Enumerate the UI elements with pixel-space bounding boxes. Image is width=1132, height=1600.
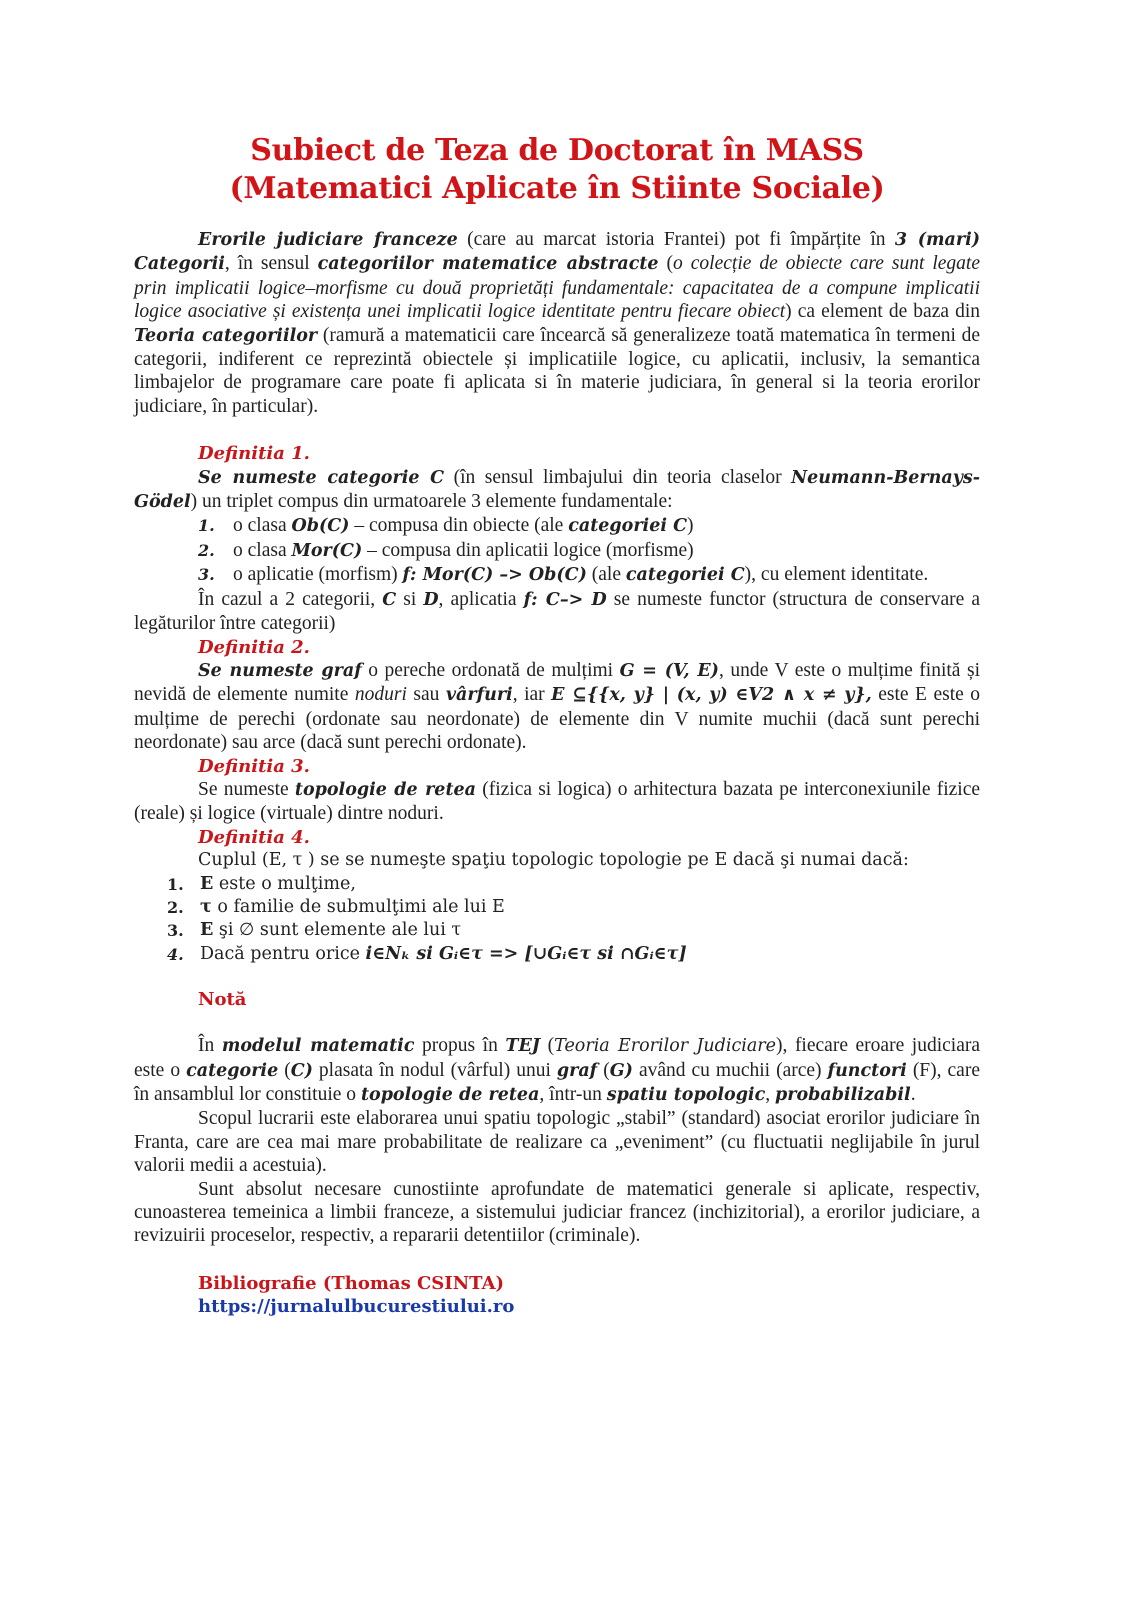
term: categoriei C: [625, 565, 745, 586]
text-run: (: [540, 1035, 555, 1057]
text-run: o familie de submulţimi ale lui E: [211, 896, 505, 917]
text-run: (ale: [586, 564, 626, 586]
text-run: Dacă pentru orice: [200, 943, 366, 964]
term: modelul matematic: [221, 1036, 415, 1057]
list-item: [134, 896, 980, 919]
term: Mor(C): [291, 540, 363, 561]
term: f: Mor(C) –> Ob(C): [402, 565, 587, 586]
text-run: (: [597, 1059, 610, 1081]
definition-1-list: [134, 514, 980, 587]
text-run: (F), care în ansamblul lor constituie o: [134, 1059, 980, 1105]
term: Se numeste graf: [198, 660, 362, 681]
text-run: (care au marcat istoria Frantei) pot fi împărțite în: [457, 229, 895, 250]
definition-4-list: [134, 873, 980, 967]
definition-2-text: [134, 659, 980, 755]
list-number: 2.: [167, 897, 184, 917]
list-item: [134, 873, 980, 896]
term: G = (V, E): [619, 660, 719, 681]
list-item: [134, 919, 980, 942]
term: G): [609, 1060, 633, 1081]
text-run: o aplicatie (morfism): [233, 564, 403, 586]
text-run: sau: [406, 684, 446, 706]
definition-3-heading: Definitia 3.: [198, 755, 310, 777]
text-run: plasata în nodul (vârful) unui: [312, 1059, 557, 1081]
text-run: şi ∅ sunt elemente ale lui τ: [213, 920, 462, 941]
definition-4: [134, 826, 980, 966]
definition-2-heading: Definitia 2.: [198, 636, 310, 658]
note-heading: Notă: [198, 989, 247, 1011]
definition-2: [134, 636, 980, 755]
term: functori: [827, 1060, 907, 1081]
text-run: o clasa: [233, 539, 292, 561]
text-run: ) un triplet compus din urmatoarele 3 elemente fundamentale:: [190, 491, 673, 513]
list-number: 4.: [167, 944, 184, 964]
text-run: (: [278, 1059, 291, 1081]
term: D: [423, 589, 439, 610]
text-run: (în sensul limbajului din teoria claselor: [444, 466, 792, 488]
term: f: C–> D: [523, 589, 607, 610]
term: spatiu topologic: [606, 1085, 766, 1105]
text-run: ) ca element de baza din: [785, 301, 980, 323]
text-run: este E este o mulțime de perechi (ordonate sau neordonate) de elemente din V numite muchii (dacă sunt perechi neordonate) sau arce (dacă sunt perechi ordonate).: [134, 684, 980, 754]
term: E: [200, 873, 214, 894]
definition-4-intro: Cuplul (E, τ ) se se numeşte spaţiu topologic topologie pe E dacă şi numai dacă:: [198, 850, 909, 871]
term: TEJ: [505, 1036, 541, 1057]
formula: E ⊆{{x, y} | (x, y) ∈V2 ∧ x ≠ y},: [551, 685, 872, 706]
bibliography-link[interactable]: https://jurnalulbucurestiului.ro: [198, 1295, 515, 1317]
text-run: o clasa: [233, 515, 292, 537]
intro-definition-italic: o colecție de obiecte care sunt legate prin implicatii logice–morfisme cu două proprietăți fundamentale: capacitatea de a compune implicatii logice asociative și existența unei implicatii logice identitate pentru fiecare obiect: [134, 253, 981, 323]
intro-term: Teoria categoriilor: [134, 325, 318, 346]
term: Ob(C): [291, 516, 350, 537]
intro-term: 3 (mari) Categorii: [134, 230, 980, 275]
definition-4-heading: Definitia 4.: [198, 826, 310, 848]
list-item: [134, 943, 980, 966]
text-run: si: [396, 588, 424, 610]
term: Neumann-Bernays-Gödel: [134, 467, 980, 513]
text-run: În cazul a 2 categorii,: [198, 588, 383, 610]
term: topologie de retea: [360, 1085, 540, 1105]
text-run: (: [658, 253, 674, 275]
term: τ: [200, 896, 212, 917]
term: topologie de retea: [294, 779, 477, 800]
list-number: 3.: [167, 921, 184, 941]
text-run: (fizica si logica) o arhitectura bazata pe interconexiunile fizice (reale) și logice (virtuale) dintre noduri.: [134, 778, 981, 825]
text-run: , într-un: [539, 1084, 607, 1105]
definition-3: [134, 755, 980, 826]
term: E: [200, 920, 214, 941]
intro-term: categoriilor matematice abstracte: [317, 254, 659, 275]
definition-1-text: [134, 466, 980, 515]
formula: i∈Nₖ si Gᵢ∈τ => [∪Gᵢ∈τ si ∩Gᵢ∈τ]: [365, 943, 687, 964]
note-paragraph-1: [134, 1034, 980, 1107]
note-paragraph-3: Sunt absolut necesare cunostiinte aprofundate de matematici generale si aplicate, respectiv, cunoasterea temeinica a limbii franceze, a sistemului judiciar francez (inchizitorial), a erorilor judiciare, a revizuirii proceselor, respectiv, a repararii detentiilor (criminale).: [134, 1178, 980, 1247]
definition-1: [134, 442, 980, 635]
italic-term: Teoria Erorilor Judiciare: [554, 1036, 777, 1057]
term: categorie: [186, 1060, 279, 1081]
text-run: – compusa din obiecte (ale: [349, 515, 569, 537]
list-number: 3.: [198, 565, 215, 585]
note-section: [134, 988, 980, 1248]
term: C: [382, 589, 397, 610]
text-run: , iar: [512, 684, 552, 706]
title-line-1: Subiect de Teza de Doctorat în MASS: [250, 133, 864, 168]
functor-paragraph: [134, 588, 980, 636]
text-run: .: [910, 1084, 916, 1105]
text-run: având cu muchii (arce): [632, 1059, 828, 1081]
term: graf: [556, 1060, 598, 1081]
text-run: , unde V este o mulțime finită și nevidă de elemente numite: [134, 659, 980, 706]
text-run: o pereche ordonată de mulțimi: [361, 659, 620, 681]
term: categoriei C: [568, 516, 688, 537]
document-title: [134, 132, 980, 208]
note-paragraph-2: Scopul lucrarii este elaborarea unui spatiu topologic „stabil” (standard) asociat erorilor judiciare în Franta, care are cea mai mare probabilitate de realizare ca „eveniment” (cu fluctuatii neglijabile în jurul valorii medii a acestuia).: [134, 1108, 980, 1177]
list-number: 1.: [198, 516, 215, 536]
text-run: ): [687, 515, 694, 537]
term: Se numeste categorie C: [198, 467, 445, 488]
definition-1-heading: Definitia 1.: [198, 443, 310, 465]
definition-3-text: [134, 778, 980, 826]
document-page: [134, 132, 980, 1318]
text-run: ), fiecare eroare judiciara este o: [134, 1035, 980, 1081]
list-number: 2.: [198, 540, 215, 560]
list-number: 1.: [167, 874, 184, 894]
term: vârfuri: [445, 685, 513, 706]
text-run: se numeste functor (structura de conservare a legăturilor între categorii): [134, 588, 980, 635]
text-run: , aplicatia: [438, 588, 524, 610]
list-item: [134, 539, 980, 563]
text-run: ,: [765, 1084, 775, 1105]
list-item: [134, 514, 980, 538]
bibliography-section: [134, 1272, 980, 1318]
title-line-2: (Matematici Aplicate în Stiinte Sociale): [229, 171, 885, 206]
text-run: este o mulţime,: [213, 873, 356, 894]
text-run: Se numeste: [198, 778, 295, 800]
bibliography-label: Bibliografie (Thomas CSINTA): [198, 1272, 505, 1294]
term: probabilizabil: [774, 1085, 911, 1105]
text-run: ), cu element identitate.: [744, 564, 929, 586]
text-run: propus în: [414, 1035, 506, 1057]
text-run: , în sensul: [224, 253, 318, 275]
text-run: – compusa din aplicatii logice (morfisme): [362, 539, 694, 561]
intro-term: Erorile judiciare franceze: [198, 230, 458, 250]
intro-paragraph: [134, 228, 980, 418]
text-run: (ramură a matematicii care încearcă să generalizeze toată matematica în termeni de categorii, indiferent ce reprezintă obiectele și implicatiile logice, cu aplicatii, inclusiv, la semantica limbajelor de programare care poate fi aplicata si în materie judiciara, în general si la teoria erorilor judiciare, în particular).: [134, 324, 980, 417]
italic-term: noduri: [354, 684, 407, 706]
text-run: În: [198, 1035, 222, 1057]
list-item: [134, 563, 980, 587]
term: C): [290, 1060, 313, 1081]
